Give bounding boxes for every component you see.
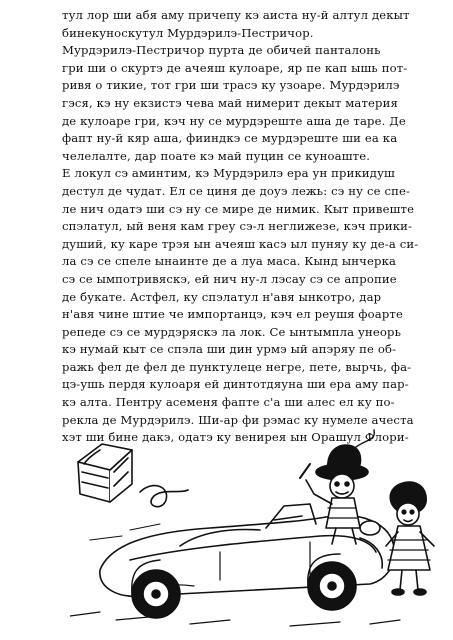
car-illustration <box>70 420 450 635</box>
text-line: хэт ши бине дакэ, одатэ ку венирея ын Орашул Флори- <box>62 430 409 445</box>
text-line: н'авя чине штие че импортанцэ, кэч ел реушя фоарте <box>62 307 403 322</box>
chest-drawing <box>78 444 132 502</box>
text-line: спэлатул, ый веня кам греу сэ-л неглижезе, кэч прики- <box>62 219 413 234</box>
text-line: ривя о тикие, тот гри ши трасэ ку узоаре. Мурдэрилэ <box>62 78 400 93</box>
smoke-swirl <box>140 486 188 507</box>
text-line: дестул де чудат. Ел се циня де доуэ лежь: сэ ну се спе- <box>62 183 411 198</box>
text-line: репеде сэ се мурдэряскэ ла лок. Се ынтымпла унеорь <box>62 324 402 339</box>
body-text <box>62 7 434 447</box>
text-line: цэ-ушь пердя кулоаря ей динтотдяуна ши ера аму пар- <box>62 377 409 392</box>
text-line: де букате. Астфел, ку спэлатул н'авя ынкотро, дар <box>62 289 382 304</box>
text-line: де кулоаре гри, кэч ну се мурдэреште аша де таре. Де <box>62 113 406 128</box>
text-line: ла сэ се спеле ынаинте де а луа маса. Кынд ынчерка <box>62 254 397 269</box>
text-line: фапт ну-й кяр аша, фииндкэ се мурдэреште ши еа ка <box>62 131 398 146</box>
text-line: Мурдэрилэ-Пестричор пурта де обичей панталонь <box>62 43 381 58</box>
text-line: гэся, кэ ну екзистэ чева май нимерит декыт материя <box>62 95 398 110</box>
text-line: гри ши о скуртэ де ачеяш кулоаре, яр пе кап ышь пот- <box>62 60 408 75</box>
text-line: душий, ку каре трэя ын ачеяш касэ ыл пуняу ку де-а си- <box>62 236 419 251</box>
text-line: бинекуноскутул Мурдэрилэ-Пестричор. <box>62 25 314 40</box>
text-line: кэ алта. Пентру асеменя фапте с'а ши алес ел ку по- <box>62 395 395 410</box>
text-line: Е локул сэ аминтим, кэ Мурдэрилэ ера ун прикидуш <box>62 166 395 181</box>
text-line: кэ нумай кыт се спэла ши дин урмэ ый апэряу пе об- <box>62 342 397 357</box>
text-line: тул лор ши абя аму причепу кэ аиста ну-й алтул декыт <box>62 8 410 22</box>
text-line: ле нич одатэ ши сэ ну се мире де нимик. Кыт привеште <box>62 201 415 216</box>
text-line: сэ се ымпотривяскэ, ей нич ну-л лэсау сэ се апропие <box>62 271 397 286</box>
text-line: рекла де Мурдэрилэ. Ши-ар фи рэмас ку нумеле ачеста <box>62 412 414 427</box>
text-line: ражь фел де фел де пунктулеце негре, пете, вырчь, фа- <box>62 359 412 374</box>
text-line: челелалте, дар поате кэ май пуцин се куноаште. <box>62 148 371 163</box>
girl-drawing <box>386 482 434 595</box>
